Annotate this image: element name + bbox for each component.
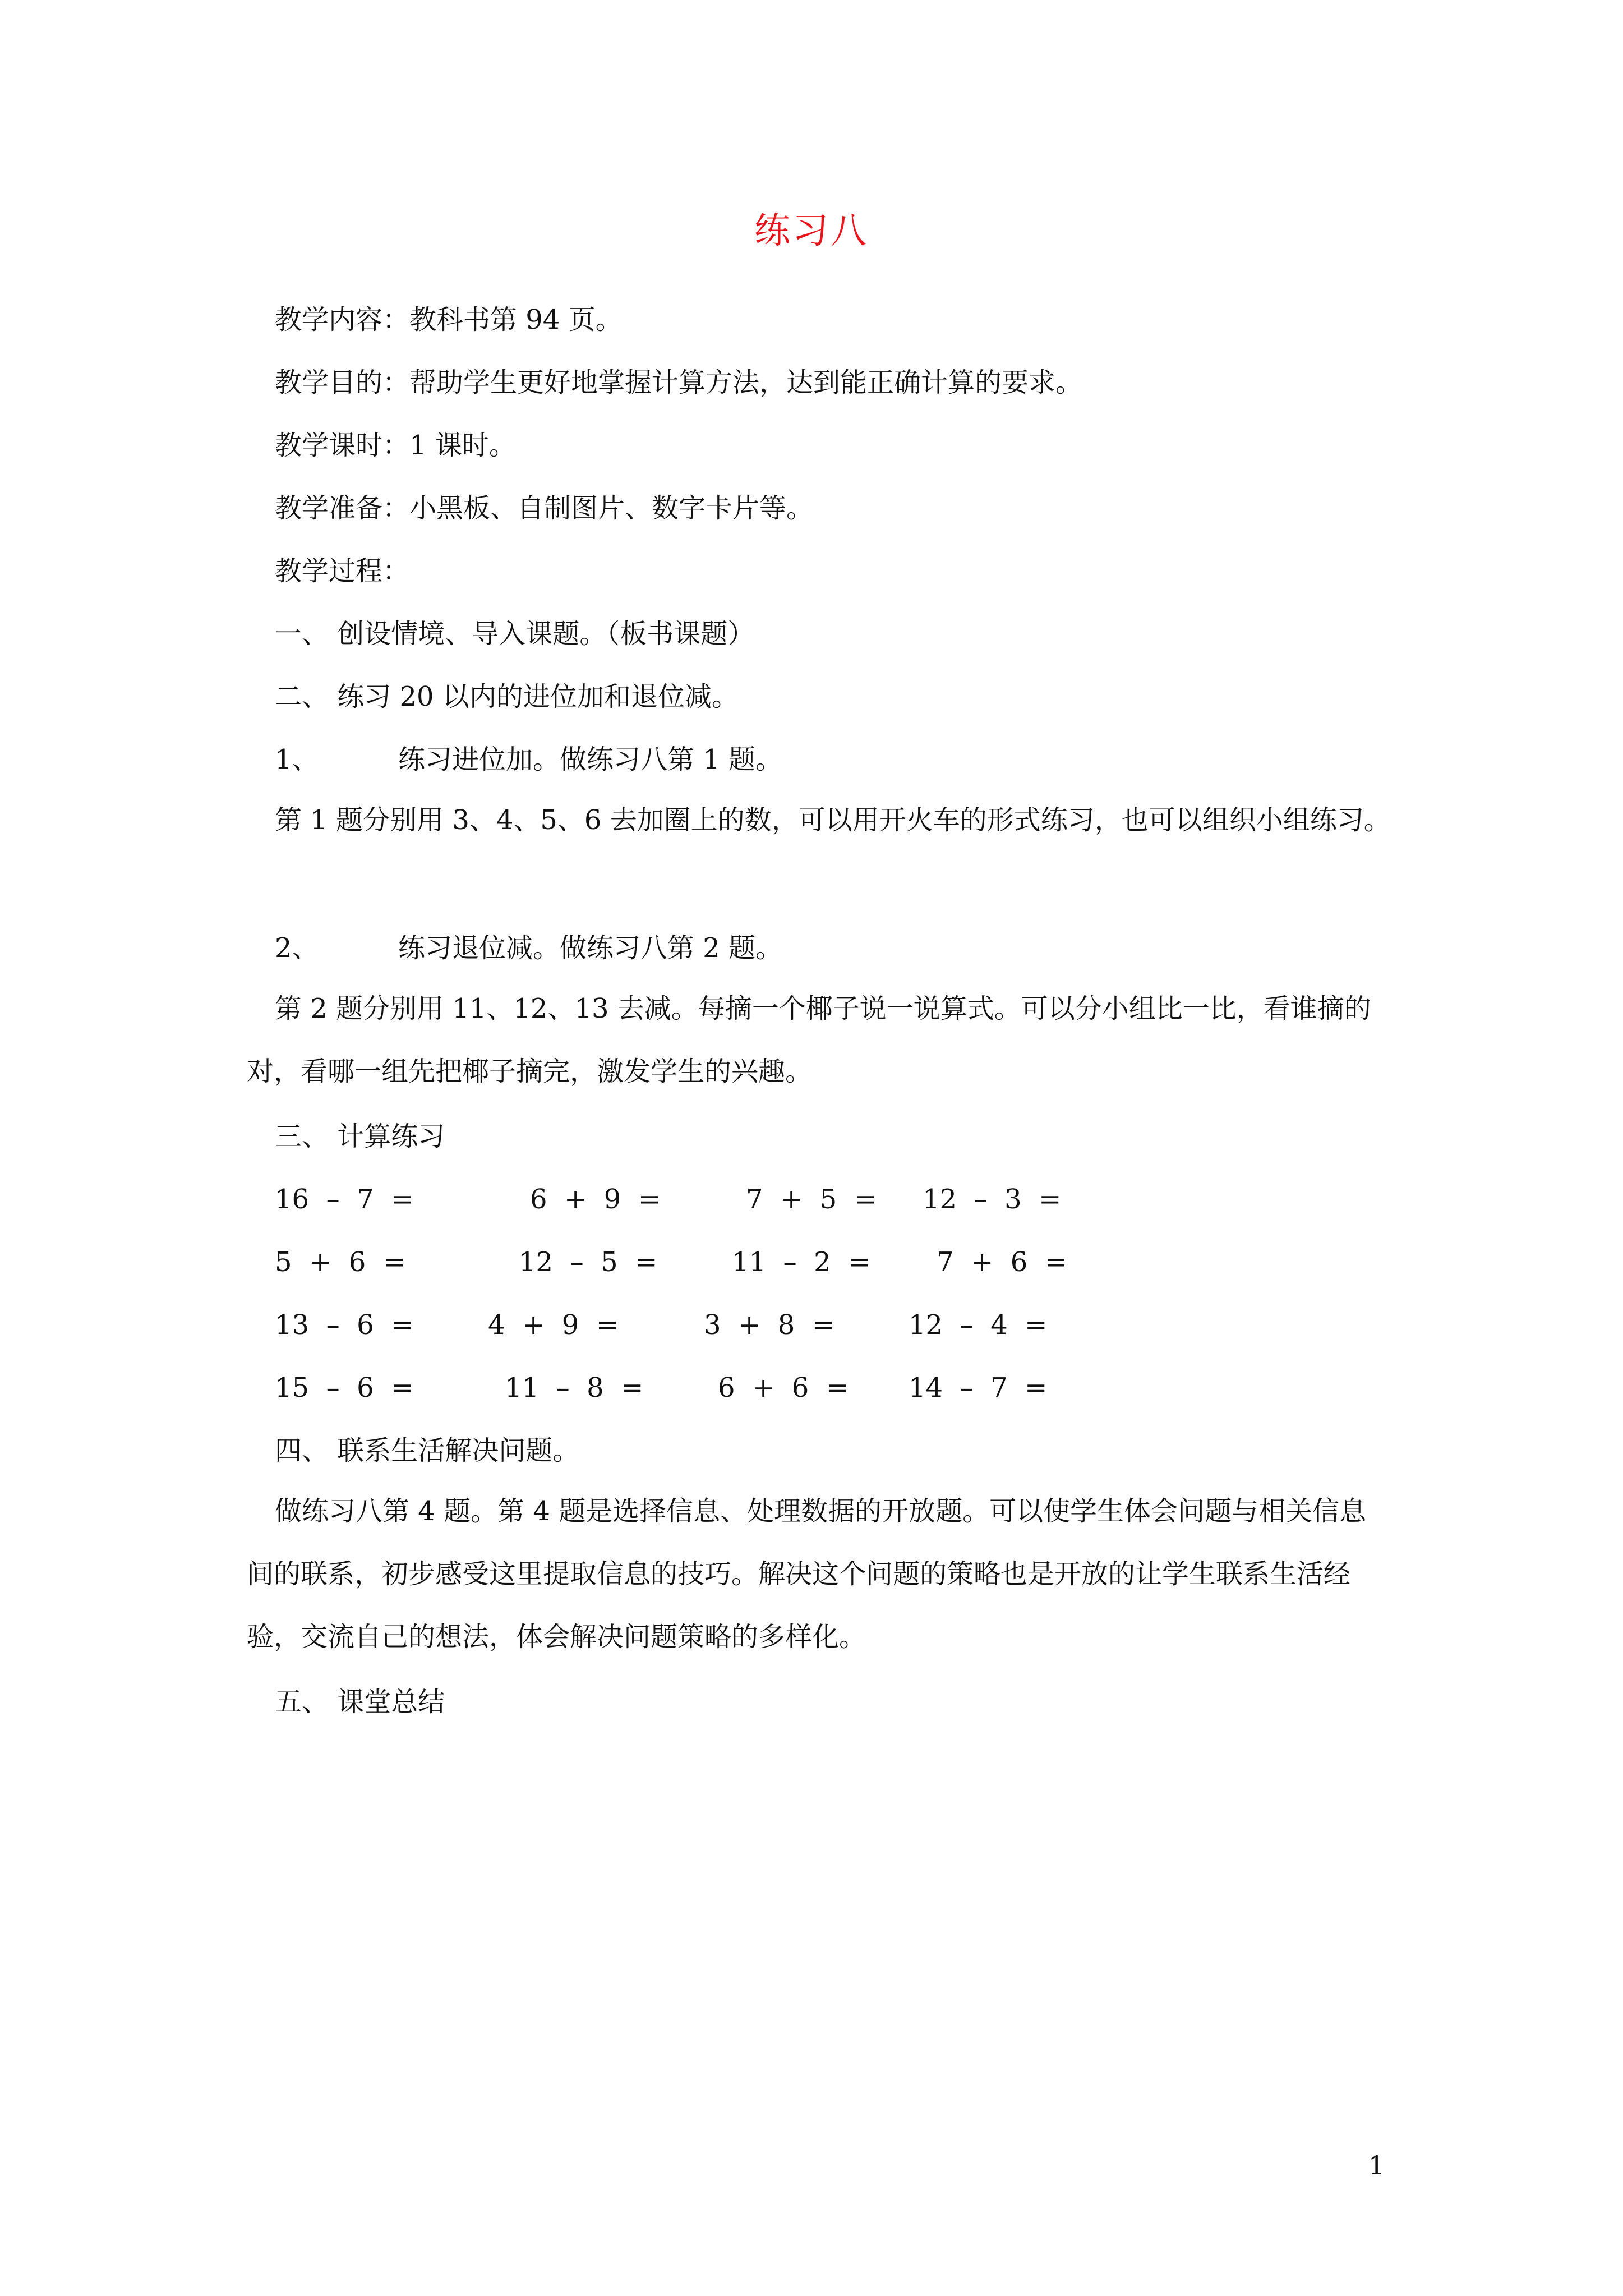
section-5-heading: 五、 课堂总结 [275, 1686, 445, 1718]
page-number: 1 [1368, 2150, 1385, 2180]
equation-r4-c1: 15 – 6 = [275, 1372, 414, 1404]
section-1-heading: 一、 创设情境、导入课题。（板书课题） [275, 618, 755, 650]
list-item-1-number: 1、 [275, 744, 319, 775]
teaching-content-line: 教学内容：教科书第 94 页。 [275, 304, 623, 335]
list-item-2-number: 2、 [275, 932, 319, 964]
teaching-goal-line: 教学目的：帮助学生更好地掌握计算方法，达到能正确计算的要求。 [275, 367, 1083, 398]
equation-r1-c1: 16 – 7 = [275, 1184, 414, 1215]
equation-r1-c2: 6 + 9 = [530, 1184, 661, 1215]
equation-r2-c1: 5 + 6 = [275, 1246, 406, 1278]
teaching-process-heading: 教学过程： [275, 555, 410, 587]
paragraph-2: 第 2 题分别用 11、12、13 去减。每摘一个椰子说一说算式。可以分小组比一比，看谁摘的对，看哪一组先把椰子摘完，激发学生的兴趣。 [247, 993, 1371, 1087]
equation-r1-c4: 12 – 3 = [923, 1184, 1062, 1215]
teaching-hours-line: 教学课时：1 课时。 [275, 430, 516, 461]
equation-r3-c2: 4 + 9 = [488, 1309, 619, 1341]
equation-r4-c2: 11 – 8 = [505, 1372, 644, 1404]
teaching-prep-line: 教学准备：小黑板、自制图片、数字卡片等。 [275, 493, 814, 524]
section-2-heading: 二、 练习 20 以内的进位加和退位减。 [275, 681, 739, 712]
list-item-1 [275, 743, 782, 776]
paragraph-1: 第 1 题分别用 3、4、5、6 去加圈上的数，可以用开火车的形式练习，也可以组织小组练习。 [275, 804, 1391, 836]
paragraph-3: 做练习八第 4 题。第 4 题是选择信息、处理数据的开放题。可以使学生体会问题与相关信息间的联系，初步感受这里提取信息的技巧。解决这个问题的策略也是开放的让学生联系生活经验，交流自己的想法，体会解决问题策略的多样化。 [247, 1496, 1367, 1653]
equation-r4-c3: 6 + 6 = [718, 1372, 849, 1404]
equation-r1-c3: 7 + 5 = [746, 1184, 877, 1215]
equation-r2-c2: 12 – 5 = [519, 1246, 658, 1278]
list-item-2 [275, 931, 782, 965]
equation-r3-c1: 13 – 6 = [275, 1309, 414, 1341]
equation-r3-c4: 12 – 4 = [909, 1309, 1048, 1341]
page-title: 练习八 [754, 210, 869, 252]
equation-r2-c3: 11 – 2 = [732, 1246, 871, 1278]
equation-r2-c4: 7 + 6 = [937, 1246, 1068, 1278]
list-item-2-text: 练习退位减。做练习八第 2 题。 [398, 932, 783, 964]
section-4-heading: 四、 联系生活解决问题。 [275, 1435, 580, 1466]
equation-r3-c3: 3 + 8 = [704, 1309, 835, 1341]
list-item-1-text: 练习进位加。做练习八第 1 题。 [398, 744, 783, 775]
equation-r4-c4: 14 – 7 = [909, 1372, 1048, 1404]
section-3-heading: 三、 计算练习 [275, 1121, 445, 1152]
